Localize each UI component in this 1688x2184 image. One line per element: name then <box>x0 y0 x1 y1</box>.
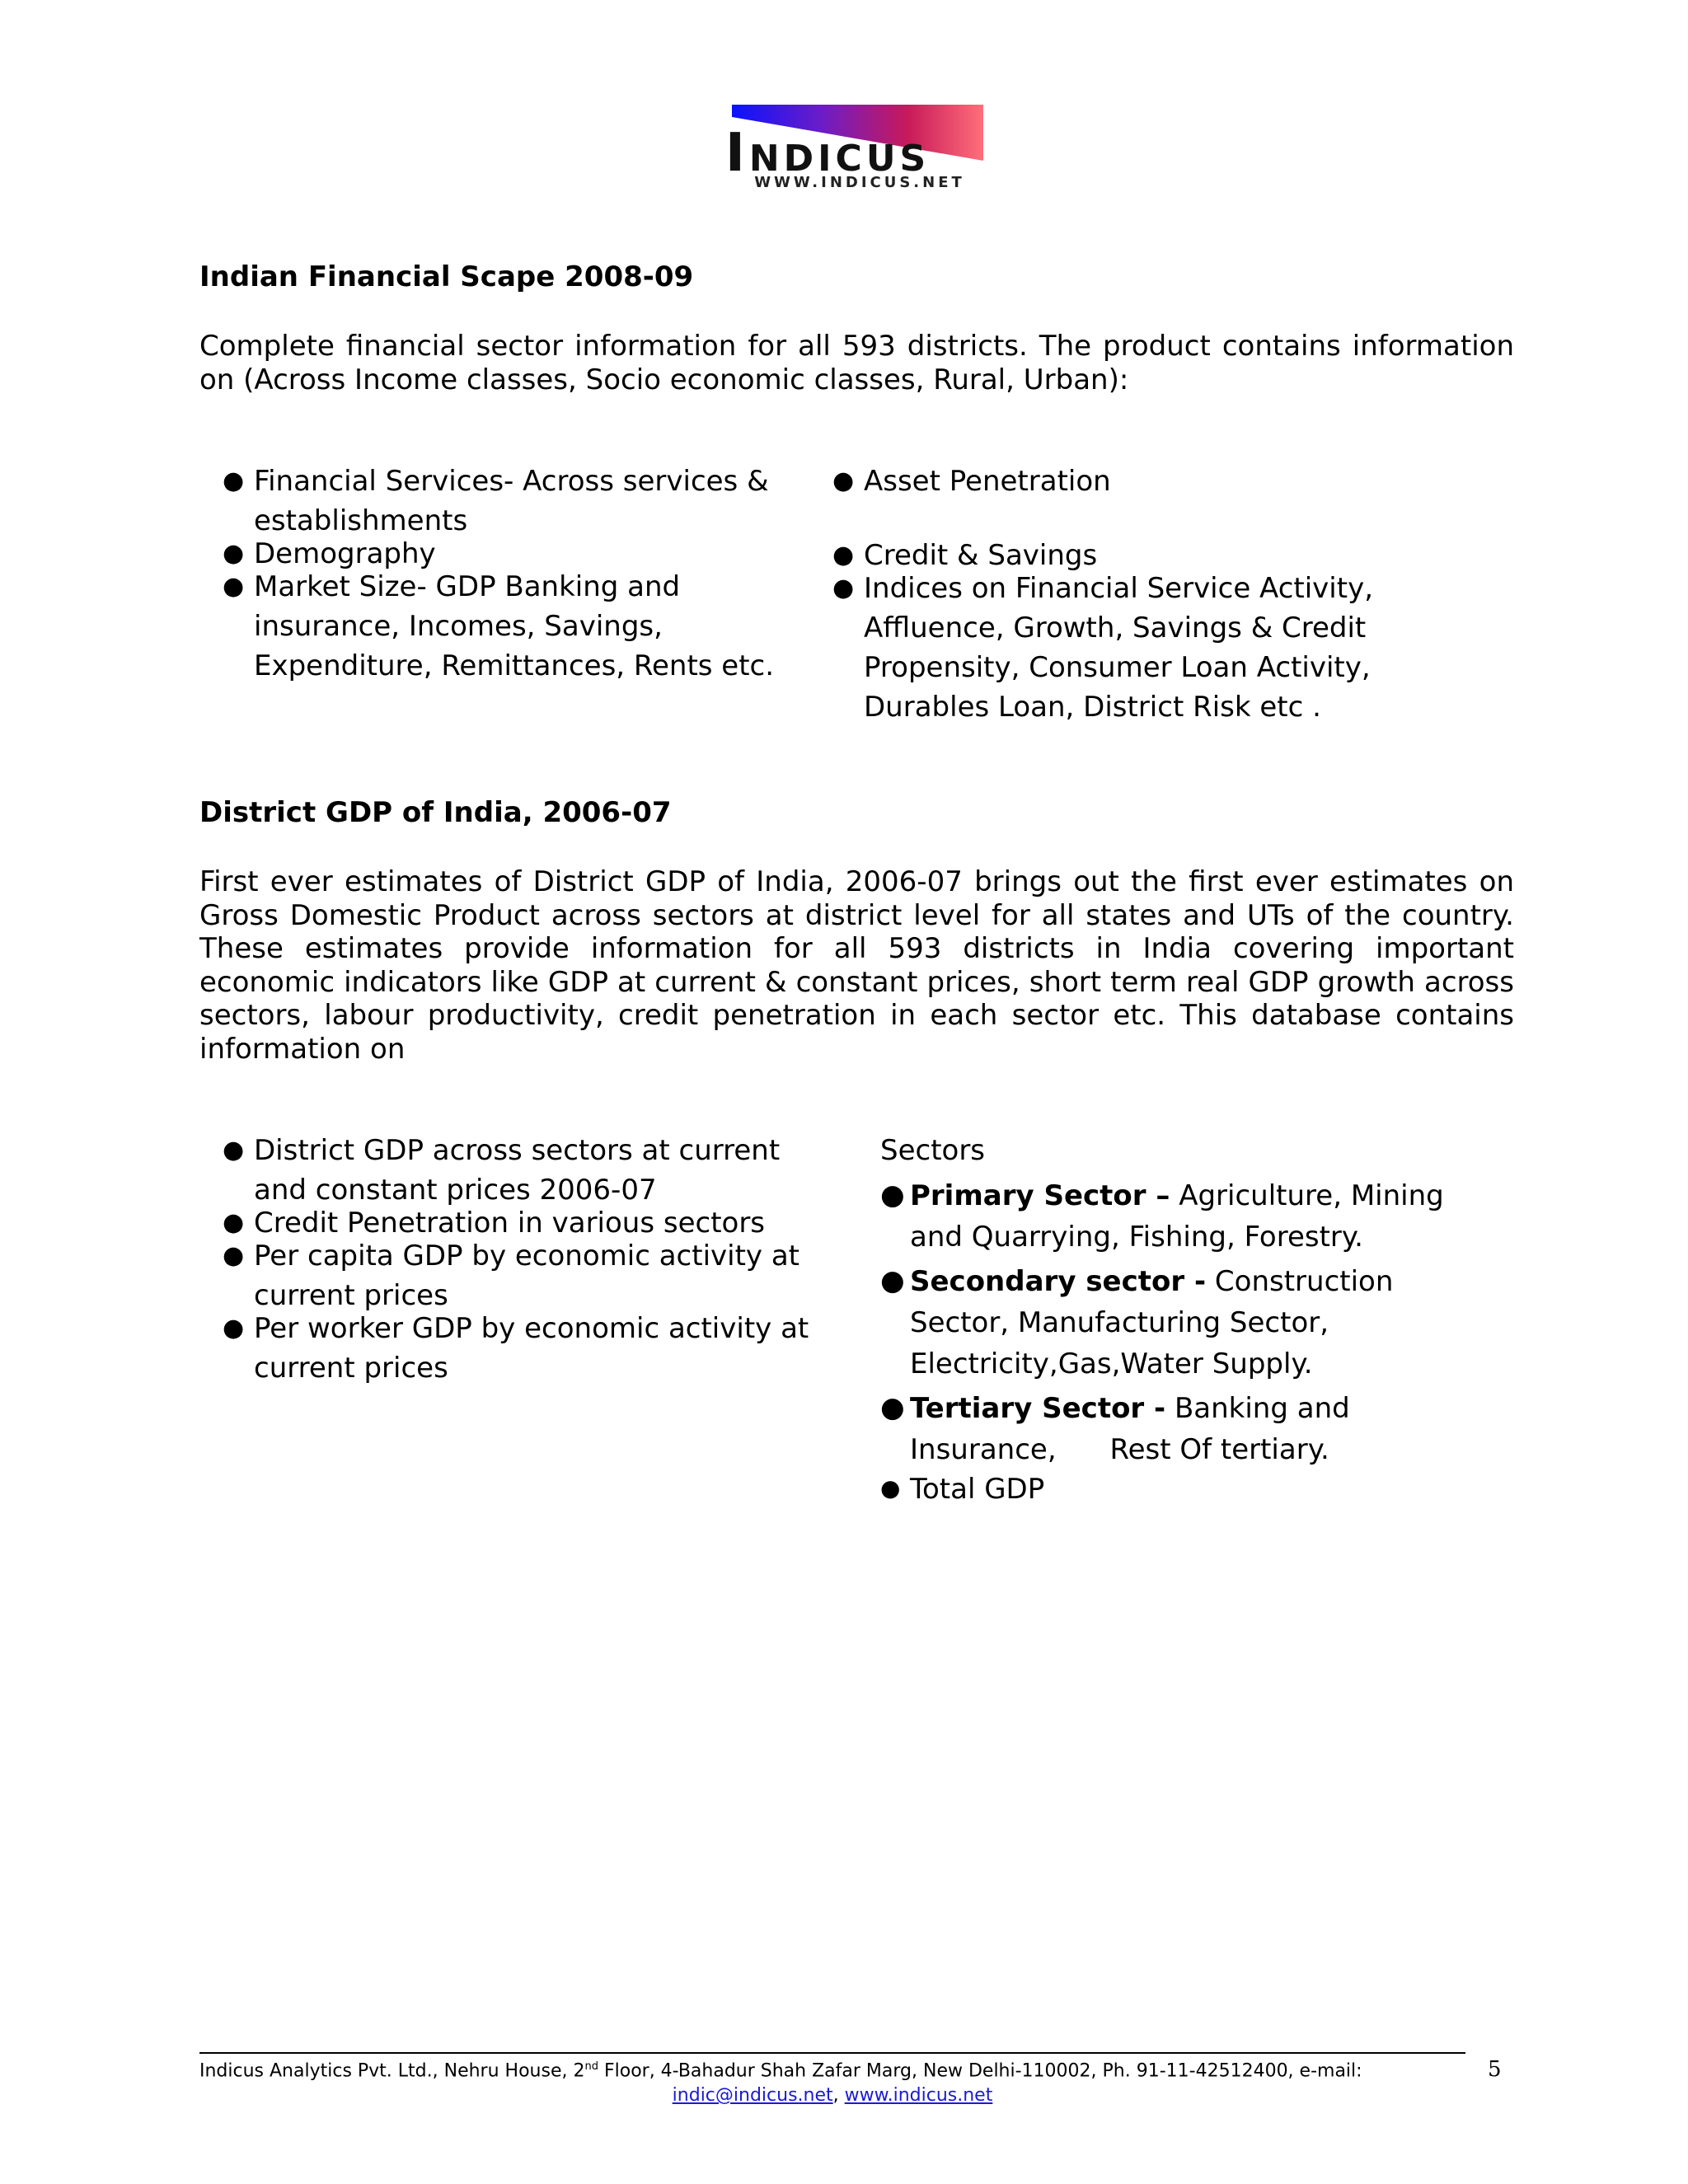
section-title-district-gdp: District GDP of India, 2006-07 <box>199 796 672 829</box>
footer-address: Indicus Analytics Pvt. Ltd., Nehru House, 2nd Floor, 4-Bahadur Shah Zafar Marg, New Delhi-110002, Ph. 91-11-42512400, e-mail: <box>199 2060 1362 2082</box>
sector-name: Tertiary Sector - <box>910 1392 1166 1425</box>
list-item: ● Per worker GDP by economic activity at current prices <box>223 1312 809 1385</box>
bullet-icon: ● <box>223 466 245 495</box>
section-intro-financial-scape: Complete financial sector information for all 593 districts. The product contains information on (Across Income classes, Socio economic classes, Rural, Urban): <box>199 330 1514 396</box>
sector-item-primary <box>880 1175 1457 1258</box>
bullet-icon: ● <box>880 1474 901 1502</box>
sector-detail: Banking and Insurance, Rest Of tertiary. <box>910 1392 1350 1466</box>
sector-name: Secondary sector - <box>910 1265 1207 1298</box>
financial-scape-right-list <box>809 462 1403 501</box>
list-item: ● Financial Services- Across services & establishments <box>223 465 769 537</box>
bullet-icon: ● <box>832 541 855 569</box>
indicus-logo <box>725 103 989 198</box>
bullet-icon: ● <box>832 574 855 602</box>
list-item: ● Market Size- GDP Banking and insurance, Incomes, Savings, Expenditure, Remittances, Rents etc. <box>223 570 775 682</box>
list-item: ● Indices on Financial Service Activity, Affluence, Growth, Savings & Credit Propensity, Consumer Loan Activity, Durables Loan, District Risk etc . <box>832 572 1374 724</box>
financial-scape-right-list-2 <box>809 536 1403 727</box>
bullet-icon: ● <box>880 1179 905 1212</box>
district-gdp-left-list <box>199 1131 826 1388</box>
bullet-icon: ● <box>223 1208 245 1237</box>
email-link[interactable]: indic@indicus.net <box>672 2085 833 2106</box>
sectors-list <box>880 1175 1457 1513</box>
list-item: ● Credit & Savings <box>832 539 1098 572</box>
sector-detail: Agriculture, Mining and Quarrying, Fishing, Forestry. <box>910 1179 1444 1254</box>
logo-url: WWW.INDICUS.NET <box>754 174 965 191</box>
website-link[interactable]: www.indicus.net <box>844 2085 993 2106</box>
sector-item-secondary <box>880 1261 1457 1385</box>
bullet-icon: ● <box>223 572 245 601</box>
list-item: ● District GDP across sectors at current and constant prices 2006-07 <box>223 1134 781 1207</box>
logo-wordmark: INDICUS <box>725 123 931 184</box>
bullet-icon: ● <box>223 1136 245 1165</box>
bullet-icon: ● <box>880 1264 905 1297</box>
list-item: ● Demography <box>223 537 436 570</box>
list-item: ● Per capita GDP by economic activity at current prices <box>223 1240 800 1312</box>
section-intro-district-gdp: First ever estimates of District GDP of India, 2006-07 brings out the first ever estimates on Gross Domestic Product across sectors at district level for all states and UTs of the country. These estimates provide information for all 593 districts in India covering important economic indicators like GDP at current & constant prices, short term real GDP growth across sectors, labour productivity, credit penetration in each sector etc. This database contains information on <box>199 865 1514 1066</box>
sector-item-tertiary <box>880 1388 1457 1470</box>
sector-detail: Construction Sector, Manufacturing Sector, Electricity,Gas,Water Supply. <box>910 1265 1394 1380</box>
bullet-icon: ● <box>223 1314 245 1343</box>
list-item: ● Asset Penetration <box>832 465 1111 498</box>
section-title-financial-scape: Indian Financial Scape 2008-09 <box>199 260 694 293</box>
footer-divider <box>199 2052 1465 2054</box>
bullet-icon: ● <box>880 1391 905 1424</box>
sectors-heading: Sectors <box>880 1134 986 1167</box>
page-number: 5 <box>1488 2057 1502 2082</box>
financial-scape-left-list <box>199 462 793 686</box>
sector-item-total: ● Total GDP <box>880 1473 1045 1506</box>
bullet-icon: ● <box>223 1241 245 1270</box>
sector-name: Primary Sector – <box>910 1179 1170 1212</box>
footer-links: indic@indicus.net, www.indicus.net <box>672 2085 993 2106</box>
bullet-icon: ● <box>832 466 855 495</box>
list-item: ● Credit Penetration in various sectors <box>223 1207 766 1240</box>
bullet-icon: ● <box>223 539 245 568</box>
